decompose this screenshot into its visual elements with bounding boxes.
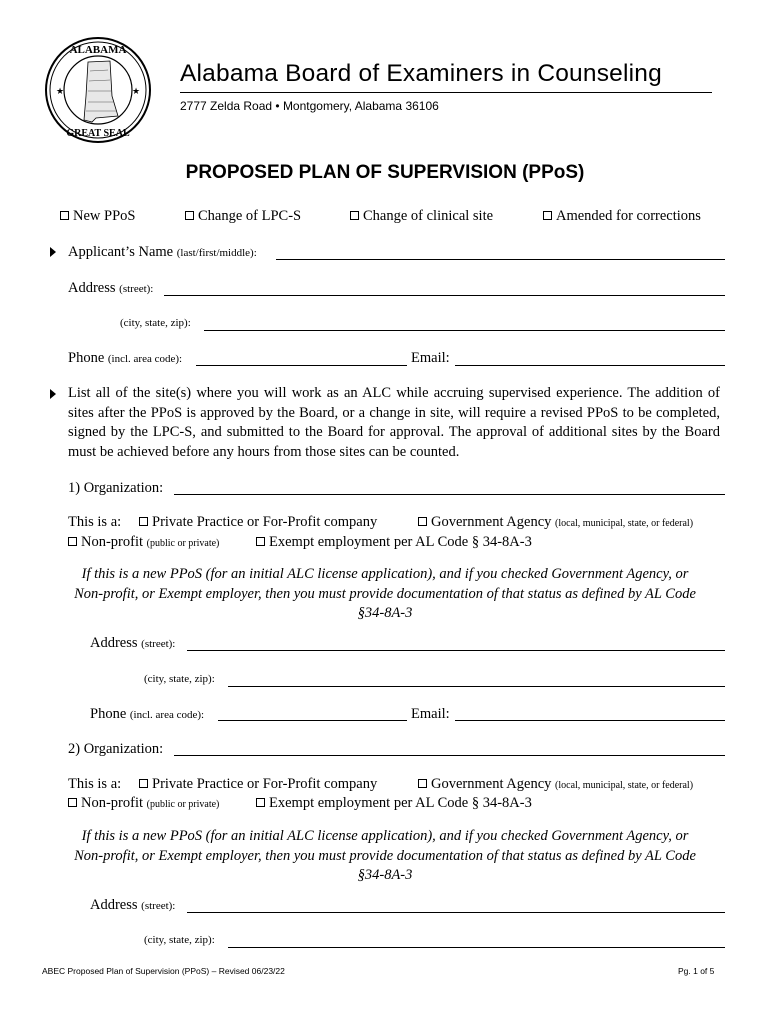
checkbox-icon[interactable] <box>60 211 69 220</box>
org1-street-field[interactable] <box>187 650 725 651</box>
org1-city-label: (city, state, zip): <box>144 673 215 685</box>
checkbox-icon[interactable] <box>256 537 265 546</box>
page-title: PROPOSED PLAN OF SUPERVISION (PPoS) <box>185 162 585 183</box>
board-name: Alabama Board of Examiners in Counseling <box>180 60 662 87</box>
org2-address-label: Address (street): <box>90 897 176 913</box>
checkbox-icon[interactable] <box>68 798 77 807</box>
org2-label: 2) Organization: <box>68 741 164 757</box>
org2-nonprofit-option[interactable]: Non-profit (public or private) <box>68 794 219 814</box>
footer-page-number: Pg. 1 of 5 <box>678 966 715 976</box>
org2-government-option[interactable]: Government Agency (local, municipal, state, or federal) <box>418 775 693 795</box>
checkbox-icon[interactable] <box>139 517 148 526</box>
org1-address-label: Address (street): <box>90 635 176 651</box>
applicant-city-label: (city, state, zip): <box>120 317 191 329</box>
svg-text:★: ★ <box>56 86 65 96</box>
header-rule <box>180 92 712 93</box>
checkbox-icon[interactable] <box>350 211 359 220</box>
applicant-name-label: Applicant’s Name (last/first/middle): <box>68 244 257 260</box>
org2-name-field[interactable] <box>174 755 725 756</box>
org1-phone-label: Phone (incl. area code): <box>90 706 205 722</box>
org2-exempt-option[interactable]: Exempt employment per AL Code § 34-8A-3 <box>256 794 532 812</box>
org1-nonprofit-option[interactable]: Non-profit (public or private) <box>68 533 219 553</box>
org2-city-label: (city, state, zip): <box>144 934 215 946</box>
applicant-phone-label: Phone (incl. area code): <box>68 350 183 366</box>
org1-email-field[interactable] <box>455 720 725 721</box>
svg-text:★: ★ <box>132 86 141 96</box>
svg-text:ALABAMA: ALABAMA <box>69 44 127 56</box>
applicant-email-label: Email: <box>411 350 450 366</box>
org1-email-label: Email: <box>411 706 450 722</box>
sites-instructions: List all of the site(s) where you will work as an ALC while accruing supervised experience. The addition of sites after the PPoS is approved by the Board, or a change in site, will require a revised PPoS to be completed, signed by the LPC-S, and submitted to the Board for approval. The approval of additional sites by the Board must be achieved before any hours from those sites can be counted. <box>68 385 720 460</box>
org2-city-field[interactable] <box>228 947 725 948</box>
checkbox-change-lpcs[interactable]: Change of LPC-S <box>185 207 301 225</box>
org1-city-field[interactable] <box>228 686 725 687</box>
org1-name-field[interactable] <box>174 494 725 495</box>
checkbox-amended[interactable]: Amended for corrections <box>543 207 701 225</box>
org1-private-option[interactable]: Private Practice or For-Profit company <box>139 513 377 531</box>
org2-type-row: This is a: <box>68 776 122 792</box>
footer-revision: ABEC Proposed Plan of Supervision (PPoS) – Revised 06/23/22 <box>42 966 285 976</box>
great-seal-logo <box>44 36 152 144</box>
checkbox-new-ppos[interactable]: New PPoS <box>60 207 135 225</box>
checkbox-icon[interactable] <box>256 798 265 807</box>
org2-private-option[interactable]: Private Practice or For-Profit company <box>139 775 377 793</box>
applicant-address-label: Address (street): <box>68 280 154 296</box>
checkbox-icon[interactable] <box>139 779 148 788</box>
checkbox-icon[interactable] <box>418 517 427 526</box>
applicant-email-field[interactable] <box>455 365 725 366</box>
bullet-arrow-icon <box>50 389 56 399</box>
applicant-name-field[interactable] <box>276 259 725 260</box>
checkbox-change-site[interactable]: Change of clinical site <box>350 207 493 225</box>
org1-type-row: This is a: <box>68 514 122 530</box>
board-address: 2777 Zelda Road • Montgomery, Alabama 36106 <box>180 99 439 113</box>
org2-street-field[interactable] <box>187 912 725 913</box>
org2-note: If this is a new PPoS (for an initial ALC license application), and if you checked Government Agency, or Non-profit, or Exempt employer, then you must provide documentation of that status as defined by AL Code §34-8A-3 <box>74 828 696 883</box>
checkbox-icon[interactable] <box>68 537 77 546</box>
org1-government-option[interactable]: Government Agency (local, municipal, state, or federal) <box>418 513 693 533</box>
org1-exempt-option[interactable]: Exempt employment per AL Code § 34-8A-3 <box>256 533 532 551</box>
bullet-arrow-icon <box>50 247 56 257</box>
applicant-city-field[interactable] <box>204 330 725 331</box>
checkbox-icon[interactable] <box>185 211 194 220</box>
org1-phone-field[interactable] <box>218 720 407 721</box>
svg-text:GREAT SEAL: GREAT SEAL <box>66 128 130 139</box>
org1-note: If this is a new PPoS (for an initial ALC license application), and if you checked Government Agency, or Non-profit, or Exempt employer, then you must provide documentation of that status as defined by AL Code §34-8A-3 <box>74 566 696 621</box>
applicant-phone-field[interactable] <box>196 365 407 366</box>
checkbox-icon[interactable] <box>418 779 427 788</box>
applicant-street-field[interactable] <box>164 295 725 296</box>
org1-label: 1) Organization: <box>68 480 164 496</box>
checkbox-icon[interactable] <box>543 211 552 220</box>
